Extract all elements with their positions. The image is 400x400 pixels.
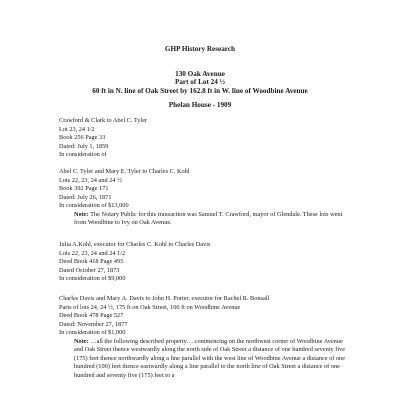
record-lots: Parts of lots 24, 24 ½, 175 ft on Oak Street, 100 ft on Woodbine Avenue	[59, 303, 241, 311]
property-address: 130 Oak Avenue	[175, 70, 225, 78]
record-consideration: In consideration of $9,000	[59, 275, 126, 283]
record-consideration: In consideration of	[59, 151, 107, 159]
note-label: Note:	[74, 210, 89, 218]
property-address-block	[0, 70, 400, 95]
deed-record	[59, 168, 359, 228]
record-consideration: In consideration of $13,000	[59, 202, 129, 210]
property-lot: Part of Lot 24 ½	[174, 78, 226, 87]
deed-record	[59, 295, 359, 380]
record-date: Dated October 27, 1873	[59, 266, 120, 274]
record-parties: Julia A.Kohl, executor for Charles C. Kohl to Charles Davis	[59, 241, 211, 248]
record-date: Dated: July 1, 1859	[59, 142, 109, 150]
record-book: Book 392 Page 171	[59, 185, 109, 193]
record-book: Deed Book 478 Page 527	[59, 312, 124, 320]
record-lots: Lot 23, 24 1/2	[59, 125, 95, 133]
record-date: Dated: July 26, 1871	[59, 193, 112, 201]
note-text: The Notary Public for this transaction was Samuel T. Crawford, mayor of Glendale. These lots went from Woodbine to Ivy on Oak Avenue.	[74, 210, 343, 227]
record-lots: Lots 22, 23, 24 and 24 1/2	[59, 249, 126, 257]
title-text: GHP History Research	[164, 45, 236, 53]
record-book: Book 256 Page 33	[59, 134, 106, 142]
record-book: Deed Book 418 Page 495	[59, 258, 124, 266]
house-name: Phelan House - 1909	[168, 101, 232, 109]
record-parties: Charles Davis and Mary A. Davis to John H. Porter, executor for Rachel R. Bonsall	[59, 295, 270, 302]
record-note	[74, 338, 352, 381]
record-date: Dated: November 27, 1877	[59, 320, 128, 328]
record-lots: Lots 22, 23, 24 and 24 ½	[59, 176, 122, 184]
note-label: Note:	[74, 337, 89, 345]
note-text: …all the following described property….commencing on the northwest corner of Woodbine Avenue and Oak Street thence westwardly along the north side of Oak Street a distance of one hundred seventy five (175) feet thence northwardly along a line parallel with the west line of Woodbine Avenue a distance of one hundred (100) feet thence eastwardly along a line parallel to the north line of Oak Street a distance of one hundred and seventy five (175) feet to a	[74, 337, 346, 379]
record-parties: Crawford & Clark to Abel C. Tyler	[59, 117, 148, 124]
deed-record	[59, 117, 359, 160]
record-parties: Abel C. Tyler and Mary E. Tyler to Charles C. Kohl	[59, 168, 190, 175]
record-note	[74, 211, 352, 228]
property-dimensions: 60 ft in N. line of Oak Street by 162.8 ft in W. line of Woodbine Avenue	[92, 86, 308, 95]
house-name-heading	[0, 101, 400, 109]
record-consideration: In consideration of $1,000	[59, 329, 126, 337]
deed-record	[59, 241, 359, 284]
document-title	[0, 45, 400, 53]
